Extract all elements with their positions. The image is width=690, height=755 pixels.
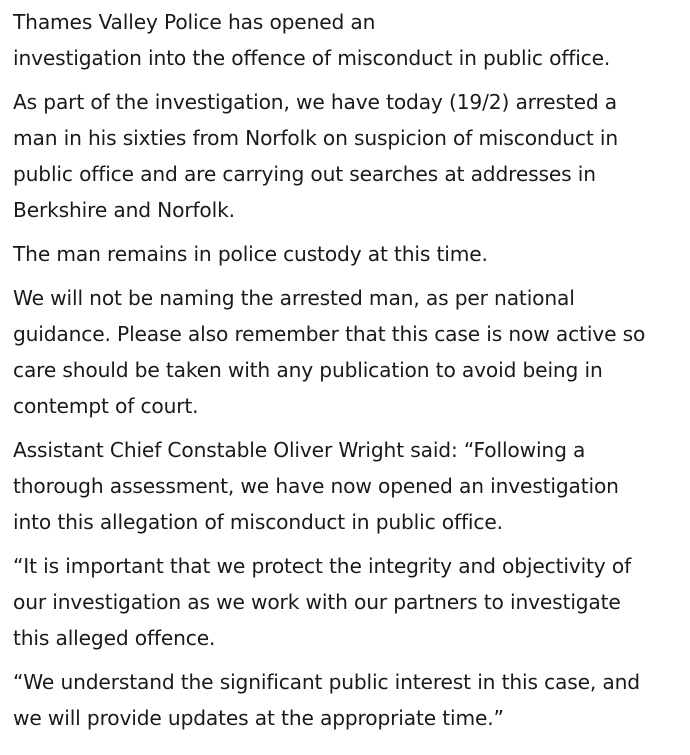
- paragraph-quote-updates: “We understand the significant public interest in this case, and we will provide updates at the appropriate time.”: [13, 670, 640, 730]
- paragraph-arrest: As part of the investigation, we have today (19/2) arrested a man in his sixties from Norfolk on suspicion of misconduct in public office and are carrying out searches at addresses in Berkshire and Norfolk.: [13, 90, 618, 222]
- paragraph-quote-intro: Assistant Chief Constable Oliver Wright said: “Following a thorough assessment, we have now opened an investigation into this allegation of misconduct in public office.: [13, 438, 619, 534]
- paragraph-custody: The man remains in police custody at this time.: [13, 242, 488, 266]
- article-body: [13, 4, 681, 744]
- paragraph-opening: Thames Valley Police has opened an investigation into the offence of misconduct in public office.: [13, 10, 611, 70]
- paragraph-naming: We will not be naming the arrested man, as per national guidance. Please also remember that this case is now active so care should be taken with any publication to avoid being in contempt of court.: [13, 286, 646, 418]
- paragraph-quote-integrity: “It is important that we protect the integrity and objectivity of our investigation as we work with our partners to investigate this alleged offence.: [13, 554, 632, 650]
